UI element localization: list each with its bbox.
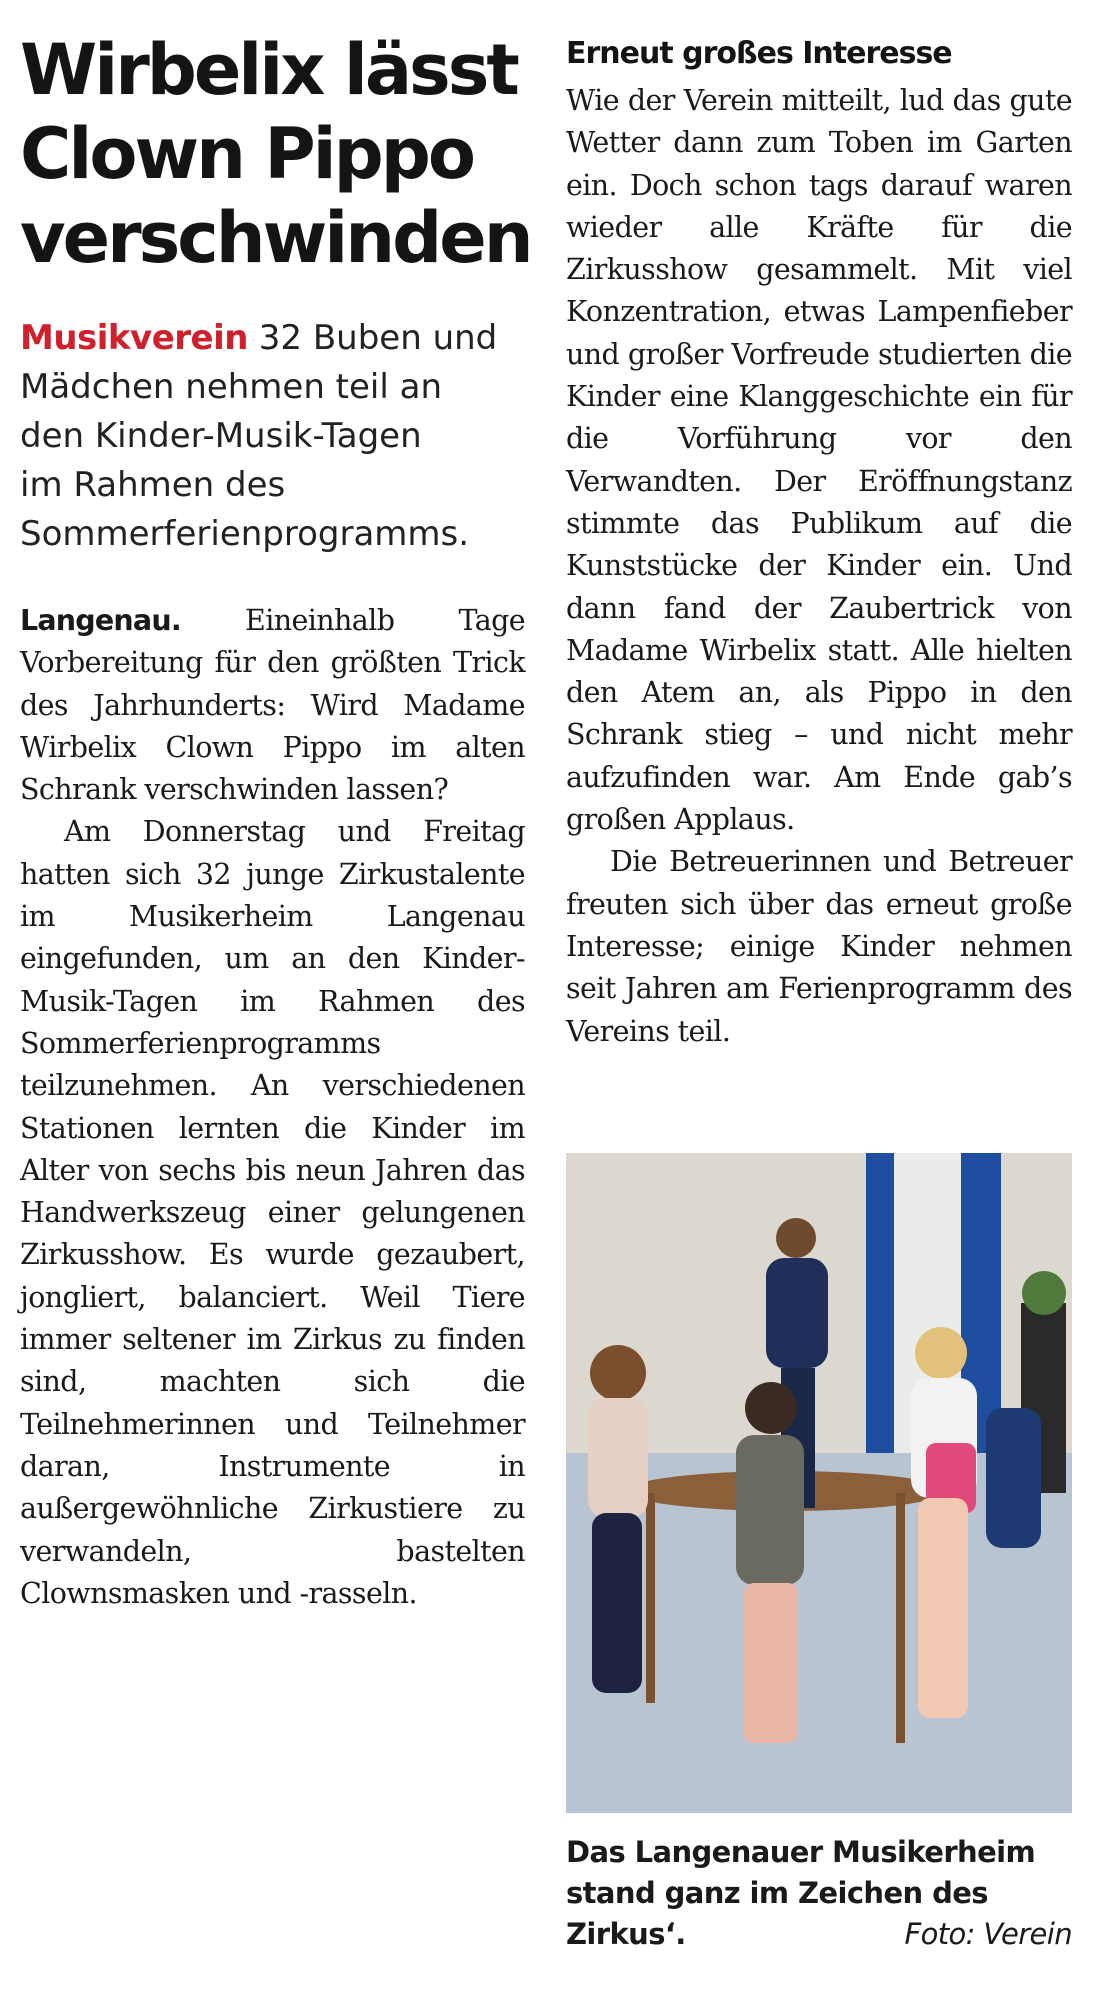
paragraph: Die Betreuerinnen und Betreuer freuten sich über das erneut große Interesse; einige Kinder nehmen seit Jahren am Ferienprogramm des Vereins teil. [566, 845, 1072, 1048]
article-body-left [20, 600, 525, 1615]
caption-text: Das Langenauer Musikerheim stand ganz im Zeichen des Zirkus‘. [566, 1835, 1036, 1951]
subhead-line: Mädchen nehmen teil an [20, 367, 443, 407]
paragraph-intro [20, 600, 525, 811]
dateline: Langenau. [20, 604, 181, 637]
headline-line: verschwinden [20, 197, 531, 279]
article-body-right [566, 80, 1072, 1053]
headline [20, 28, 531, 280]
subhead-line: im Rahmen des [20, 465, 286, 505]
photo-caption [566, 1832, 1072, 1955]
subheadline [20, 314, 525, 559]
kicker-label: Musikverein [20, 318, 248, 358]
headline-line: Clown Pippo [20, 113, 473, 195]
headline-line: Wirbelix lässt [20, 29, 517, 111]
photo-illustration [566, 1153, 1072, 1813]
paragraph-text: Eineinhalb Tage Vorbereitung für den größten Trick des Jahrhunderts: Wird Madame Wirbelix Clown Pippo im alten Schrank verschwinden lassen? [20, 604, 525, 807]
left-column [20, 28, 531, 1615]
photo-credit: Foto: Verein [904, 1917, 1072, 1951]
paragraph: Wie der Verein mitteilt, lud das gute Wetter dann zum Toben im Garten ein. Doch schon tags darauf waren wieder alle Kräfte für die Zirkusshow gesammelt. Mit viel Konzentration, etwas Lampenfieber und großer Vorfreude studierten die Kinder eine Klanggeschichte ein für die Vorführung vor den Verwandten. Der Eröffnungstanz stimmte das Publikum auf die Kunststücke der Kinder ein. Und dann fand der Zaubertrick von Madame Wirbelix statt. Alle hielten den Atem an, als Pippo in den Schrank stieg – und nicht mehr aufzufinden war. Am Ende gab’s großen Applaus. [566, 84, 1072, 837]
subhead-line: 32 Buben und [247, 318, 498, 358]
subhead-line: Sommerferienprogramms. [20, 514, 470, 554]
article-photo [566, 1153, 1072, 1813]
right-column [566, 28, 1072, 1053]
section-heading: Erneut großes Interesse [566, 36, 952, 71]
subhead-line: den Kinder-Musik-Tagen [20, 416, 422, 456]
paragraph: Am Donnerstag und Freitag hatten sich 32 junge Zirkustalente im Musikerheim Langenau eingefunden, um an den Kinder-Musik-Tagen im Rahmen des Sommerferienprogramms teilzunehmen. An verschiedenen Stationen lernten die Kinder im Alter von sechs bis neun Jahren das Handwerkszeug einer gelungenen Zirkusshow. Es wurde gezaubert, jongliert, balanciert. Weil Tiere immer seltener im Zirkus zu finden sind, machten sich die Teilnehmerinnen und Teilnehmer daran, Instrumente in außergewöhnliche Zirkustiere zu verwandeln, bastelten Clownsmasken und -rasseln. [20, 815, 525, 1610]
